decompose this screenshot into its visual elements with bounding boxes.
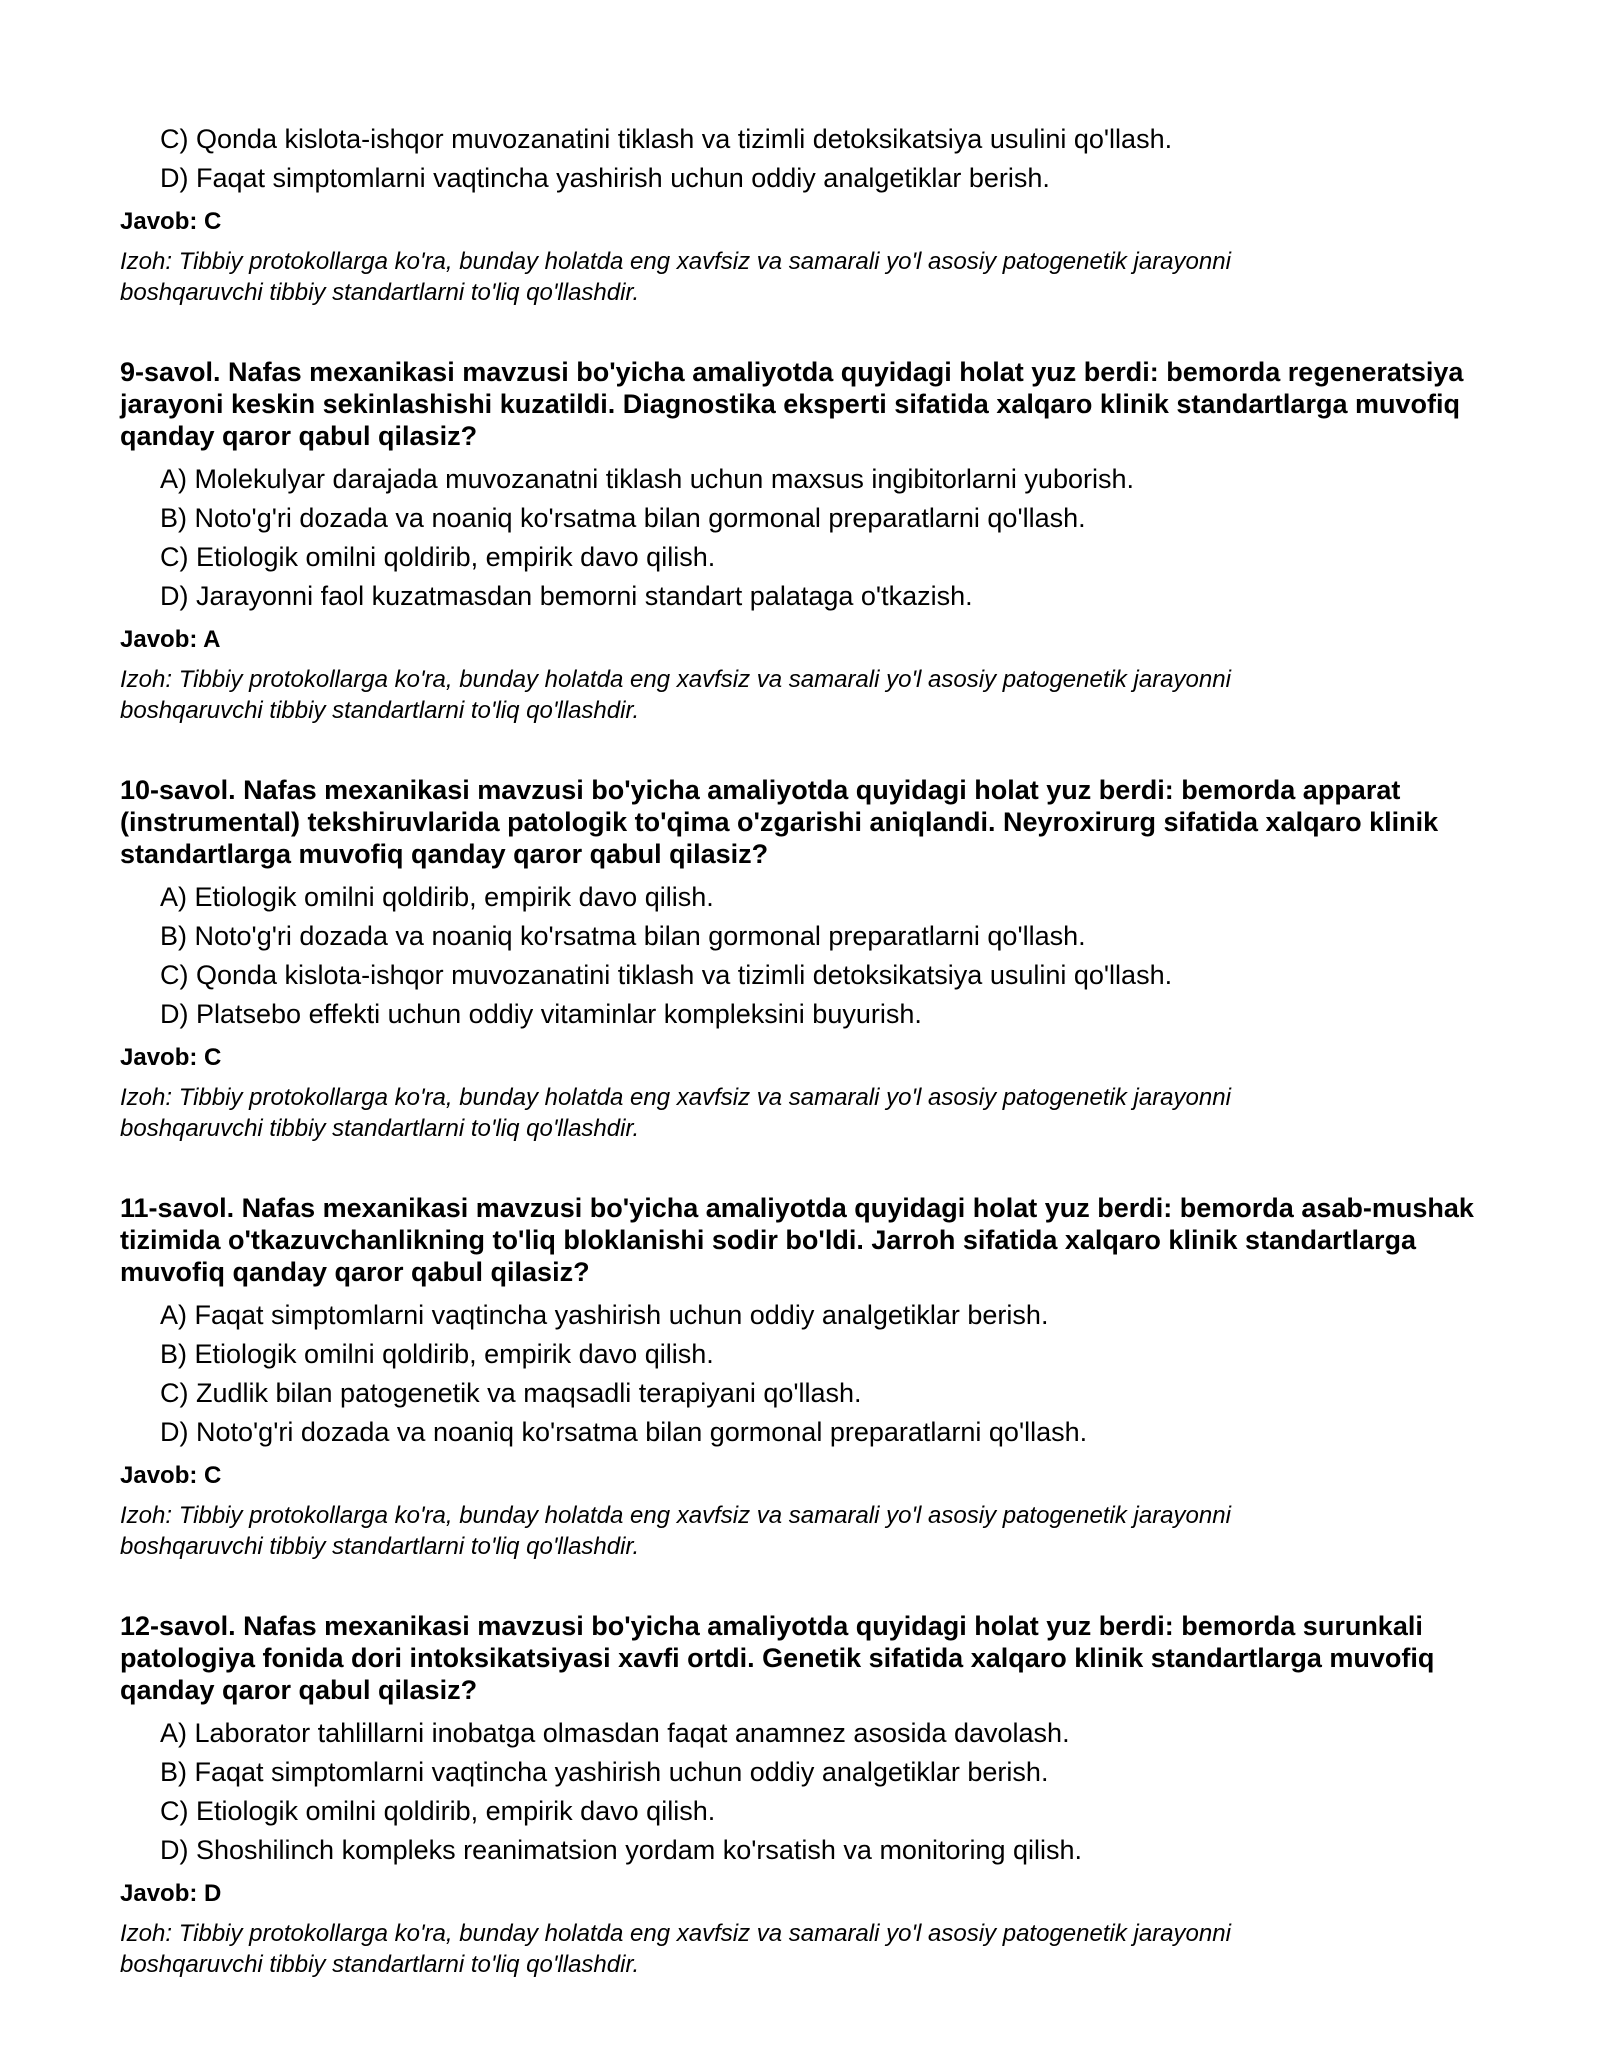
options-list [120,1714,1500,1870]
option-c: C) Etiologik omilni qoldirib, empirik davo qilish. [160,1796,716,1826]
answer-label: Javob: C [120,1044,222,1071]
options-list [120,1296,1500,1452]
option-d: D) Jarayonni faol kuzatmasdan bemorni standart palataga o'tkazish. [160,581,973,611]
option-d: D) Shoshilinch kompleks reanimatsion yordam ko'rsatish va monitoring qilish. [160,1835,1083,1865]
option-b: B) Etiologik omilni qoldirib, empirik davo qilish. [160,1339,714,1369]
option-a: A) Laborator tahlillarni inobatga olmasdan faqat anamnez asosida davolash. [160,1718,1070,1748]
answer-label: Javob: D [120,1880,222,1907]
question-8-continued [120,120,1500,308]
page-content [120,120,1500,1980]
option-a: A) Faqat simptomlarni vaqtincha yashirish uchun oddiy analgetiklar berish. [160,1300,1049,1330]
option-b: B) Noto'g'ri dozada va noaniq ko'rsatma bilan gormonal preparatlarni qo'llash. [160,503,1086,533]
options-list [120,120,1500,198]
explanation-note: Izoh: Tibbiy protokollarga ko'ra, bunday holatda eng xavfsiz va samarali yo'l asosiy patogenetik jarayonni boshqaruvchi tibbiy standartlarni to'liq qo'llashdir. [120,1084,1231,1142]
question-9 [120,356,1500,726]
answer-label: Javob: A [120,626,221,653]
answer-label: Javob: C [120,208,222,235]
option-b: B) Faqat simptomlarni vaqtincha yashirish uchun oddiy analgetiklar berish. [160,1757,1049,1787]
explanation-note: Izoh: Tibbiy protokollarga ko'ra, bunday holatda eng xavfsiz va samarali yo'l asosiy patogenetik jarayonni boshqaruvchi tibbiy standartlarni to'liq qo'llashdir. [120,1502,1231,1560]
question-title: 9-savol. Nafas mexanikasi mavzusi bo'yicha amaliyotda quyidagi holat yuz berdi: bemorda regeneratsiya jarayoni keskin sekinlashishi kuzatildi. Diagnostika eksperti sifatida xalqaro klinik standartlarga muvofiq qanday qaror qabul qilasiz? [120,357,1464,451]
option-d: D) Noto'g'ri dozada va noaniq ko'rsatma bilan gormonal preparatlarni qo'llash. [160,1417,1088,1447]
answer-label: Javob: C [120,1462,222,1489]
question-title: 10-savol. Nafas mexanikasi mavzusi bo'yicha amaliyotda quyidagi holat yuz berdi: bemorda apparat (instrumental) tekshiruvlarida patologik to'qima o'zgarishi aniqlandi. Neyroxirurg sifatida xalqaro klinik standartlarga muvofiq qanday qaror qabul qilasiz? [120,775,1439,869]
options-list [120,460,1500,616]
option-c: C) Etiologik omilni qoldirib, empirik davo qilish. [160,542,716,572]
explanation-note: Izoh: Tibbiy protokollarga ko'ra, bunday holatda eng xavfsiz va samarali yo'l asosiy patogenetik jarayonni boshqaruvchi tibbiy standartlarni to'liq qo'llashdir. [120,666,1231,724]
question-title: 12-savol. Nafas mexanikasi mavzusi bo'yicha amaliyotda quyidagi holat yuz berdi: bemorda surunkali patologiya fonida dori intoksikatsiyasi xavfi ortdi. Genetik sifatida xalqaro klinik standartlarga muvofiq qanday qaror qabul qilasiz? [120,1611,1435,1705]
question-title: 11-savol. Nafas mexanikasi mavzusi bo'yicha amaliyotda quyidagi holat yuz berdi: bemorda asab-mushak tizimida o'tkazuvchanlikning to'liq bloklanishi sodir bo'ldi. Jarroh sifatida xalqaro klinik standartlarga muvofiq qanday qaror qabul qilasiz? [120,1193,1474,1287]
option-a: A) Etiologik omilni qoldirib, empirik davo qilish. [160,882,714,912]
question-10 [120,774,1500,1144]
question-12 [120,1610,1500,1980]
option-b: B) Noto'g'ri dozada va noaniq ko'rsatma bilan gormonal preparatlarni qo'llash. [160,921,1086,951]
option-c: C) Qonda kislota-ishqor muvozanatini tiklash va tizimli detoksikatsiya usulini qo'llash. [160,124,1173,154]
options-list [120,878,1500,1034]
question-11 [120,1192,1500,1562]
option-a: A) Molekulyar darajada muvozanatni tiklash uchun maxsus ingibitorlarni yuborish. [160,464,1134,494]
option-d: D) Platsebo effekti uchun oddiy vitaminlar kompleksini buyurish. [160,999,922,1029]
explanation-note: Izoh: Tibbiy protokollarga ko'ra, bunday holatda eng xavfsiz va samarali yo'l asosiy patogenetik jarayonni boshqaruvchi tibbiy standartlarni to'liq qo'llashdir. [120,248,1231,306]
option-d: D) Faqat simptomlarni vaqtincha yashirish uchun oddiy analgetiklar berish. [160,163,1050,193]
option-c: C) Zudlik bilan patogenetik va maqsadli terapiyani qo'llash. [160,1378,862,1408]
explanation-note: Izoh: Tibbiy protokollarga ko'ra, bunday holatda eng xavfsiz va samarali yo'l asosiy patogenetik jarayonni boshqaruvchi tibbiy standartlarni to'liq qo'llashdir. [120,1920,1231,1978]
option-c: C) Qonda kislota-ishqor muvozanatini tiklash va tizimli detoksikatsiya usulini qo'llash. [160,960,1173,990]
